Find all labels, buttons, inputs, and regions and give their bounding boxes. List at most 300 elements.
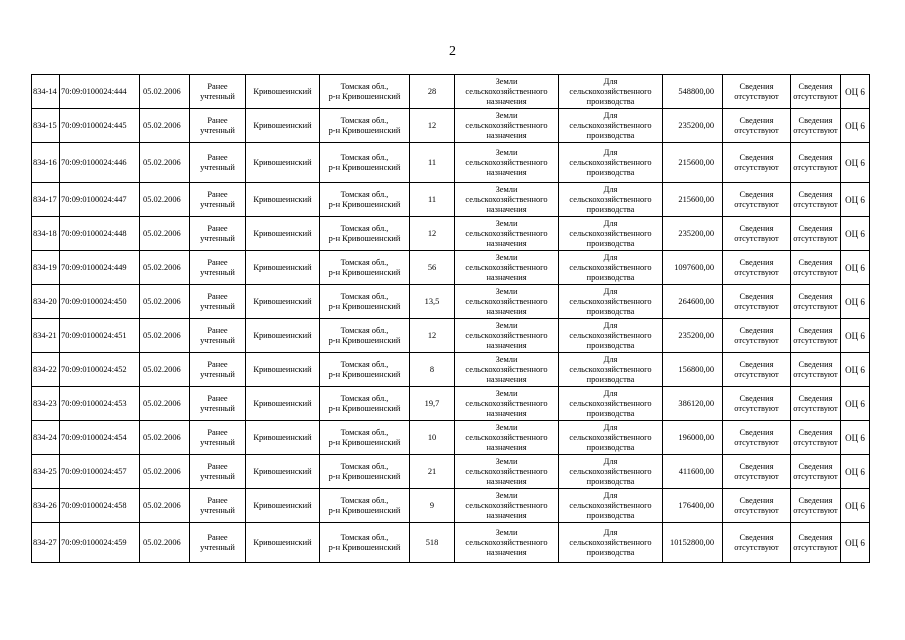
cell-info-2-line: отсутствуют [793, 437, 838, 447]
cell-permitted-use-line: производства [586, 167, 635, 177]
cell-permitted-use [559, 319, 663, 353]
table-row [32, 183, 870, 217]
cell-info-2-line: отсутствуют [793, 471, 838, 481]
cell-info-2-line: Сведения [798, 291, 833, 301]
cell-land-category-line: назначения [486, 476, 527, 486]
cell-permitted-use-line: Для [603, 252, 618, 262]
cell-info-2-line: отсутствуют [793, 125, 838, 135]
cell-address-line: р-н Кривошеинский [328, 437, 401, 447]
cell-info-2-line: отсутствуют [793, 267, 838, 277]
cell-permitted-use-line: сельскохозяйственного [569, 398, 652, 408]
cell-address-line: Томская обл., [340, 359, 389, 369]
cell-area: 10 [410, 421, 455, 455]
cell-info-1-line: Сведения [739, 495, 774, 505]
cell-code: ОЦ 6 [841, 489, 870, 523]
cell-info-1-line: Сведения [739, 257, 774, 267]
cell-status-line: Ранее [207, 495, 228, 505]
cell-district: Кривошеинский [246, 421, 320, 455]
cell-land-category-line: назначения [486, 167, 527, 177]
cell-land-category [455, 353, 559, 387]
cell-permitted-use-line: сельскохозяйственного [569, 194, 652, 204]
cell-land-category [455, 251, 559, 285]
cell-address-line: Томская обл., [340, 223, 389, 233]
cell-permitted-use-line: производства [586, 306, 635, 316]
cell-record-number: 834-26 [32, 489, 60, 523]
cell-area: 56 [410, 251, 455, 285]
cell-address [320, 523, 410, 563]
cell-record-number: 834-25 [32, 455, 60, 489]
cell-status-line: учтенный [200, 505, 235, 515]
cell-address-line: р-н Кривошеинский [328, 199, 401, 209]
cell-record-number: 834-24 [32, 421, 60, 455]
cell-info-1 [723, 353, 791, 387]
cell-code: ОЦ 6 [841, 319, 870, 353]
cell-registration-date: 05.02.2006 [140, 523, 190, 563]
cell-land-category-line: сельскохозяйственного [465, 157, 548, 167]
cell-info-2 [791, 143, 841, 183]
cell-land-category-line: Земли [495, 388, 518, 398]
cell-status-line: Ранее [207, 532, 228, 542]
cell-permitted-use-line: Для [603, 527, 618, 537]
cell-address-line: Томская обл., [340, 393, 389, 403]
cell-land-category-line: сельскохозяйственного [465, 228, 548, 238]
cell-address-line: Томская обл., [340, 461, 389, 471]
cell-area: 11 [410, 183, 455, 217]
cell-record-number: 834-20 [32, 285, 60, 319]
cell-info-2 [791, 217, 841, 251]
cell-status-line: Ранее [207, 152, 228, 162]
cell-address [320, 421, 410, 455]
cell-info-2 [791, 109, 841, 143]
cell-cadastral-value: 156800,00 [663, 353, 723, 387]
cell-cadastral-number: 70:09:0100024:450 [60, 285, 140, 319]
cell-record-number: 834-18 [32, 217, 60, 251]
cell-info-2-line: отсутствуют [793, 335, 838, 345]
table-row [32, 523, 870, 563]
cell-status-line: учтенный [200, 542, 235, 552]
cell-code: ОЦ 6 [841, 143, 870, 183]
cell-address-line: Томская обл., [340, 152, 389, 162]
cell-info-1 [723, 319, 791, 353]
cell-status-line: учтенный [200, 233, 235, 243]
cell-info-2-line: Сведения [798, 359, 833, 369]
cell-record-number: 834-27 [32, 523, 60, 563]
cell-record-number: 834-16 [32, 143, 60, 183]
cell-code: ОЦ 6 [841, 75, 870, 109]
cell-land-category-line: назначения [486, 340, 527, 350]
cell-land-category-line: сельскохозяйственного [465, 330, 548, 340]
cell-address-line: р-н Кривошеинский [328, 162, 401, 172]
cell-address [320, 319, 410, 353]
cell-address [320, 217, 410, 251]
cell-code: ОЦ 6 [841, 217, 870, 251]
table-row [32, 421, 870, 455]
cell-permitted-use-line: Для [603, 388, 618, 398]
cell-registration-date: 05.02.2006 [140, 489, 190, 523]
cell-land-category-line: сельскохозяйственного [465, 398, 548, 408]
cell-address-line: р-н Кривошеинский [328, 125, 401, 135]
cell-status-line: учтенный [200, 471, 235, 481]
cell-permitted-use-line: Для [603, 218, 618, 228]
cell-land-category-line: назначения [486, 306, 527, 316]
cell-record-number: 834-17 [32, 183, 60, 217]
cell-info-1-line: отсутствуют [734, 162, 779, 172]
cell-info-1 [723, 251, 791, 285]
cell-cadastral-number: 70:09:0100024:444 [60, 75, 140, 109]
cell-info-2-line: Сведения [798, 427, 833, 437]
cell-info-1-line: Сведения [739, 291, 774, 301]
cell-district: Кривошеинский [246, 75, 320, 109]
cell-area: 13,5 [410, 285, 455, 319]
cell-area: 518 [410, 523, 455, 563]
cell-info-2-line: Сведения [798, 152, 833, 162]
cell-land-category-line: сельскохозяйственного [465, 194, 548, 204]
cell-info-1 [723, 217, 791, 251]
cell-registration-date: 05.02.2006 [140, 75, 190, 109]
cell-land-category-line: Земли [495, 184, 518, 194]
cell-cadastral-value: 10152800,00 [663, 523, 723, 563]
cell-record-number: 834-19 [32, 251, 60, 285]
table-row [32, 319, 870, 353]
cell-district: Кривошеинский [246, 353, 320, 387]
cell-info-2-line: отсутствуют [793, 403, 838, 413]
cell-land-category-line: Земли [495, 422, 518, 432]
cell-address-line: Томская обл., [340, 291, 389, 301]
cell-land-category-line: назначения [486, 272, 527, 282]
cell-land-category [455, 455, 559, 489]
cell-district: Кривошеинский [246, 285, 320, 319]
cell-cadastral-value: 215600,00 [663, 143, 723, 183]
cell-cadastral-value: 264600,00 [663, 285, 723, 319]
cell-land-category [455, 489, 559, 523]
cell-info-2 [791, 523, 841, 563]
table-row [32, 455, 870, 489]
cell-cadastral-number: 70:09:0100024:447 [60, 183, 140, 217]
cell-permitted-use [559, 143, 663, 183]
cell-address-line: р-н Кривошеинский [328, 471, 401, 481]
cell-info-1-line: Сведения [739, 427, 774, 437]
cell-info-1 [723, 285, 791, 319]
cell-land-category [455, 183, 559, 217]
cell-info-1 [723, 455, 791, 489]
cell-info-2 [791, 319, 841, 353]
cell-land-category-line: Земли [495, 147, 518, 157]
cell-land-category-line: назначения [486, 130, 527, 140]
cell-area: 11 [410, 143, 455, 183]
cell-record-number: 834-22 [32, 353, 60, 387]
cell-district: Кривошеинский [246, 109, 320, 143]
cell-land-category-line: сельскохозяйственного [465, 86, 548, 96]
cell-district: Кривошеинский [246, 251, 320, 285]
cell-area: 8 [410, 353, 455, 387]
cell-info-1-line: отсутствуют [734, 91, 779, 101]
cell-status-line: Ранее [207, 359, 228, 369]
cell-record-number: 834-23 [32, 387, 60, 421]
cell-status-line: Ранее [207, 393, 228, 403]
cell-address-line: р-н Кривошеинский [328, 91, 401, 101]
cell-info-1-line: Сведения [739, 223, 774, 233]
cell-land-category [455, 109, 559, 143]
cell-permitted-use [559, 75, 663, 109]
cell-district: Кривошеинский [246, 523, 320, 563]
cell-status [190, 387, 246, 421]
cell-registration-date: 05.02.2006 [140, 387, 190, 421]
cell-permitted-use-line: Для [603, 76, 618, 86]
cell-cadastral-number: 70:09:0100024:445 [60, 109, 140, 143]
cell-land-category-line: сельскохозяйственного [465, 364, 548, 374]
cell-cadastral-value: 235200,00 [663, 109, 723, 143]
cell-permitted-use [559, 455, 663, 489]
cell-info-2-line: Сведения [798, 393, 833, 403]
cell-info-1-line: Сведения [739, 115, 774, 125]
cell-status-line: учтенный [200, 437, 235, 447]
cell-district: Кривошеинский [246, 455, 320, 489]
cell-info-2-line: Сведения [798, 325, 833, 335]
cell-land-category-line: Земли [495, 286, 518, 296]
cell-permitted-use-line: сельскохозяйственного [569, 86, 652, 96]
cell-info-1-line: отсутствуют [734, 437, 779, 447]
cell-record-number: 834-14 [32, 75, 60, 109]
cell-info-1-line: Сведения [739, 152, 774, 162]
cell-district: Кривошеинский [246, 489, 320, 523]
cell-info-1-line: Сведения [739, 189, 774, 199]
cell-permitted-use-line: производства [586, 272, 635, 282]
cell-info-2 [791, 489, 841, 523]
cell-info-1-line: отсутствуют [734, 199, 779, 209]
cell-permitted-use [559, 421, 663, 455]
cell-registration-date: 05.02.2006 [140, 353, 190, 387]
cell-address [320, 109, 410, 143]
cell-registration-date: 05.02.2006 [140, 285, 190, 319]
cell-info-2-line: Сведения [798, 257, 833, 267]
cell-permitted-use [559, 353, 663, 387]
cell-info-2-line: Сведения [798, 81, 833, 91]
cell-permitted-use [559, 251, 663, 285]
cell-status-line: Ранее [207, 189, 228, 199]
cell-info-1-line: отсутствуют [734, 542, 779, 552]
cell-permitted-use [559, 523, 663, 563]
cell-permitted-use-line: сельскохозяйственного [569, 262, 652, 272]
cell-land-category [455, 387, 559, 421]
table-row [32, 285, 870, 319]
cell-info-2 [791, 421, 841, 455]
cell-info-2-line: Сведения [798, 189, 833, 199]
cell-permitted-use-line: сельскохозяйственного [569, 466, 652, 476]
cell-info-1-line: Сведения [739, 81, 774, 91]
cell-cadastral-number: 70:09:0100024:459 [60, 523, 140, 563]
cell-code: ОЦ 6 [841, 353, 870, 387]
cell-permitted-use-line: Для [603, 422, 618, 432]
cell-status-line: учтенный [200, 369, 235, 379]
cell-cadastral-number: 70:09:0100024:449 [60, 251, 140, 285]
cell-permitted-use [559, 183, 663, 217]
cell-land-category-line: назначения [486, 238, 527, 248]
cell-permitted-use-line: производства [586, 476, 635, 486]
cell-area: 21 [410, 455, 455, 489]
cell-land-category [455, 421, 559, 455]
cell-status-line: Ранее [207, 461, 228, 471]
cell-status-line: учтенный [200, 301, 235, 311]
cell-info-1-line: отсутствуют [734, 369, 779, 379]
page-number: 2 [449, 44, 456, 59]
cell-code: ОЦ 6 [841, 183, 870, 217]
cell-permitted-use [559, 489, 663, 523]
cell-district: Кривошеинский [246, 387, 320, 421]
cell-address [320, 387, 410, 421]
cell-registration-date: 05.02.2006 [140, 319, 190, 353]
cell-land-category-line: сельскохозяйственного [465, 537, 548, 547]
cell-registration-date: 05.02.2006 [140, 217, 190, 251]
cell-status [190, 421, 246, 455]
cell-address-line: Томская обл., [340, 427, 389, 437]
cell-cadastral-value: 411600,00 [663, 455, 723, 489]
cell-status [190, 109, 246, 143]
cell-status-line: учтенный [200, 335, 235, 345]
table-row [32, 75, 870, 109]
cell-status [190, 183, 246, 217]
cell-address [320, 285, 410, 319]
cell-land-category-line: сельскохозяйственного [465, 262, 548, 272]
cell-cadastral-number: 70:09:0100024:448 [60, 217, 140, 251]
cell-cadastral-value: 215600,00 [663, 183, 723, 217]
table-row [32, 489, 870, 523]
cell-code: ОЦ 6 [841, 455, 870, 489]
cell-status-line: Ранее [207, 427, 228, 437]
cell-cadastral-value: 548800,00 [663, 75, 723, 109]
cell-address [320, 455, 410, 489]
cell-info-1-line: Сведения [739, 359, 774, 369]
cell-address [320, 183, 410, 217]
cell-status [190, 217, 246, 251]
cell-status [190, 489, 246, 523]
cell-status [190, 143, 246, 183]
cell-land-category-line: назначения [486, 204, 527, 214]
cell-permitted-use-line: Для [603, 354, 618, 364]
cell-info-1 [723, 387, 791, 421]
cell-permitted-use-line: Для [603, 320, 618, 330]
cell-district: Кривошеинский [246, 183, 320, 217]
cell-land-category [455, 143, 559, 183]
cell-cadastral-value: 1097600,00 [663, 251, 723, 285]
cell-info-1-line: отсутствуют [734, 301, 779, 311]
cell-land-category-line: Земли [495, 218, 518, 228]
cell-land-category [455, 217, 559, 251]
cell-cadastral-value: 386120,00 [663, 387, 723, 421]
cell-permitted-use-line: производства [586, 510, 635, 520]
table-row [32, 251, 870, 285]
cell-address [320, 75, 410, 109]
cell-address-line: р-н Кривошеинский [328, 542, 401, 552]
cell-land-category-line: назначения [486, 547, 527, 557]
cell-land-category [455, 523, 559, 563]
cell-permitted-use-line: производства [586, 96, 635, 106]
cell-area: 12 [410, 109, 455, 143]
cell-permitted-use-line: производства [586, 238, 635, 248]
cell-address-line: р-н Кривошеинский [328, 369, 401, 379]
cell-info-2 [791, 353, 841, 387]
cell-info-2-line: отсутствуют [793, 91, 838, 101]
cell-address [320, 143, 410, 183]
cell-info-2-line: Сведения [798, 223, 833, 233]
cell-status-line: Ранее [207, 81, 228, 91]
cell-info-2 [791, 285, 841, 319]
cell-info-1 [723, 109, 791, 143]
table-row [32, 143, 870, 183]
cell-address-line: Томская обл., [340, 81, 389, 91]
cell-code: ОЦ 6 [841, 251, 870, 285]
cell-permitted-use [559, 109, 663, 143]
cell-status-line: учтенный [200, 199, 235, 209]
cell-info-1-line: отсутствуют [734, 233, 779, 243]
cell-info-2-line: отсутствуют [793, 301, 838, 311]
table-row [32, 353, 870, 387]
cell-land-category-line: назначения [486, 408, 527, 418]
cell-land-category-line: Земли [495, 76, 518, 86]
cell-cadastral-number: 70:09:0100024:454 [60, 421, 140, 455]
cell-info-2 [791, 455, 841, 489]
cell-district: Кривошеинский [246, 217, 320, 251]
cell-info-2-line: Сведения [798, 532, 833, 542]
cell-permitted-use [559, 285, 663, 319]
cell-status [190, 285, 246, 319]
cell-permitted-use-line: производства [586, 340, 635, 350]
cell-cadastral-value: 235200,00 [663, 217, 723, 251]
cell-cadastral-value: 196000,00 [663, 421, 723, 455]
cell-address-line: р-н Кривошеинский [328, 233, 401, 243]
cell-cadastral-value: 176400,00 [663, 489, 723, 523]
cell-info-2-line: отсутствуют [793, 505, 838, 515]
cell-info-1 [723, 143, 791, 183]
cell-address-line: Томская обл., [340, 115, 389, 125]
cell-land-category-line: Земли [495, 456, 518, 466]
cell-permitted-use-line: Для [603, 147, 618, 157]
cell-cadastral-number: 70:09:0100024:453 [60, 387, 140, 421]
table-row [32, 387, 870, 421]
cell-cadastral-number: 70:09:0100024:458 [60, 489, 140, 523]
cell-permitted-use-line: Для [603, 286, 618, 296]
cell-permitted-use [559, 217, 663, 251]
cell-land-category-line: назначения [486, 96, 527, 106]
cell-permitted-use-line: Для [603, 456, 618, 466]
cell-address-line: р-н Кривошеинский [328, 403, 401, 413]
cell-status-line: учтенный [200, 403, 235, 413]
cell-permitted-use-line: производства [586, 130, 635, 140]
cell-code: ОЦ 6 [841, 387, 870, 421]
cell-permitted-use-line: Для [603, 110, 618, 120]
cell-land-category-line: сельскохозяйственного [465, 466, 548, 476]
cell-address-line: р-н Кривошеинский [328, 301, 401, 311]
cell-address-line: Томская обл., [340, 257, 389, 267]
cell-permitted-use-line: сельскохозяйственного [569, 120, 652, 130]
cell-info-1-line: Сведения [739, 461, 774, 471]
cell-info-1-line: отсутствуют [734, 267, 779, 277]
cell-status-line: Ранее [207, 325, 228, 335]
cell-info-2-line: отсутствуют [793, 369, 838, 379]
cell-land-category-line: сельскохозяйственного [465, 120, 548, 130]
cell-info-2-line: отсутствуют [793, 162, 838, 172]
cell-permitted-use-line: производства [586, 547, 635, 557]
cell-permitted-use-line: сельскохозяйственного [569, 330, 652, 340]
table-row [32, 109, 870, 143]
cell-land-category-line: сельскохозяйственного [465, 296, 548, 306]
cell-area: 12 [410, 217, 455, 251]
cell-land-category-line: Земли [495, 252, 518, 262]
table-row [32, 217, 870, 251]
cell-address-line: р-н Кривошеинский [328, 335, 401, 345]
cell-info-2 [791, 183, 841, 217]
cell-status-line: учтенный [200, 162, 235, 172]
cell-address-line: Томская обл., [340, 532, 389, 542]
